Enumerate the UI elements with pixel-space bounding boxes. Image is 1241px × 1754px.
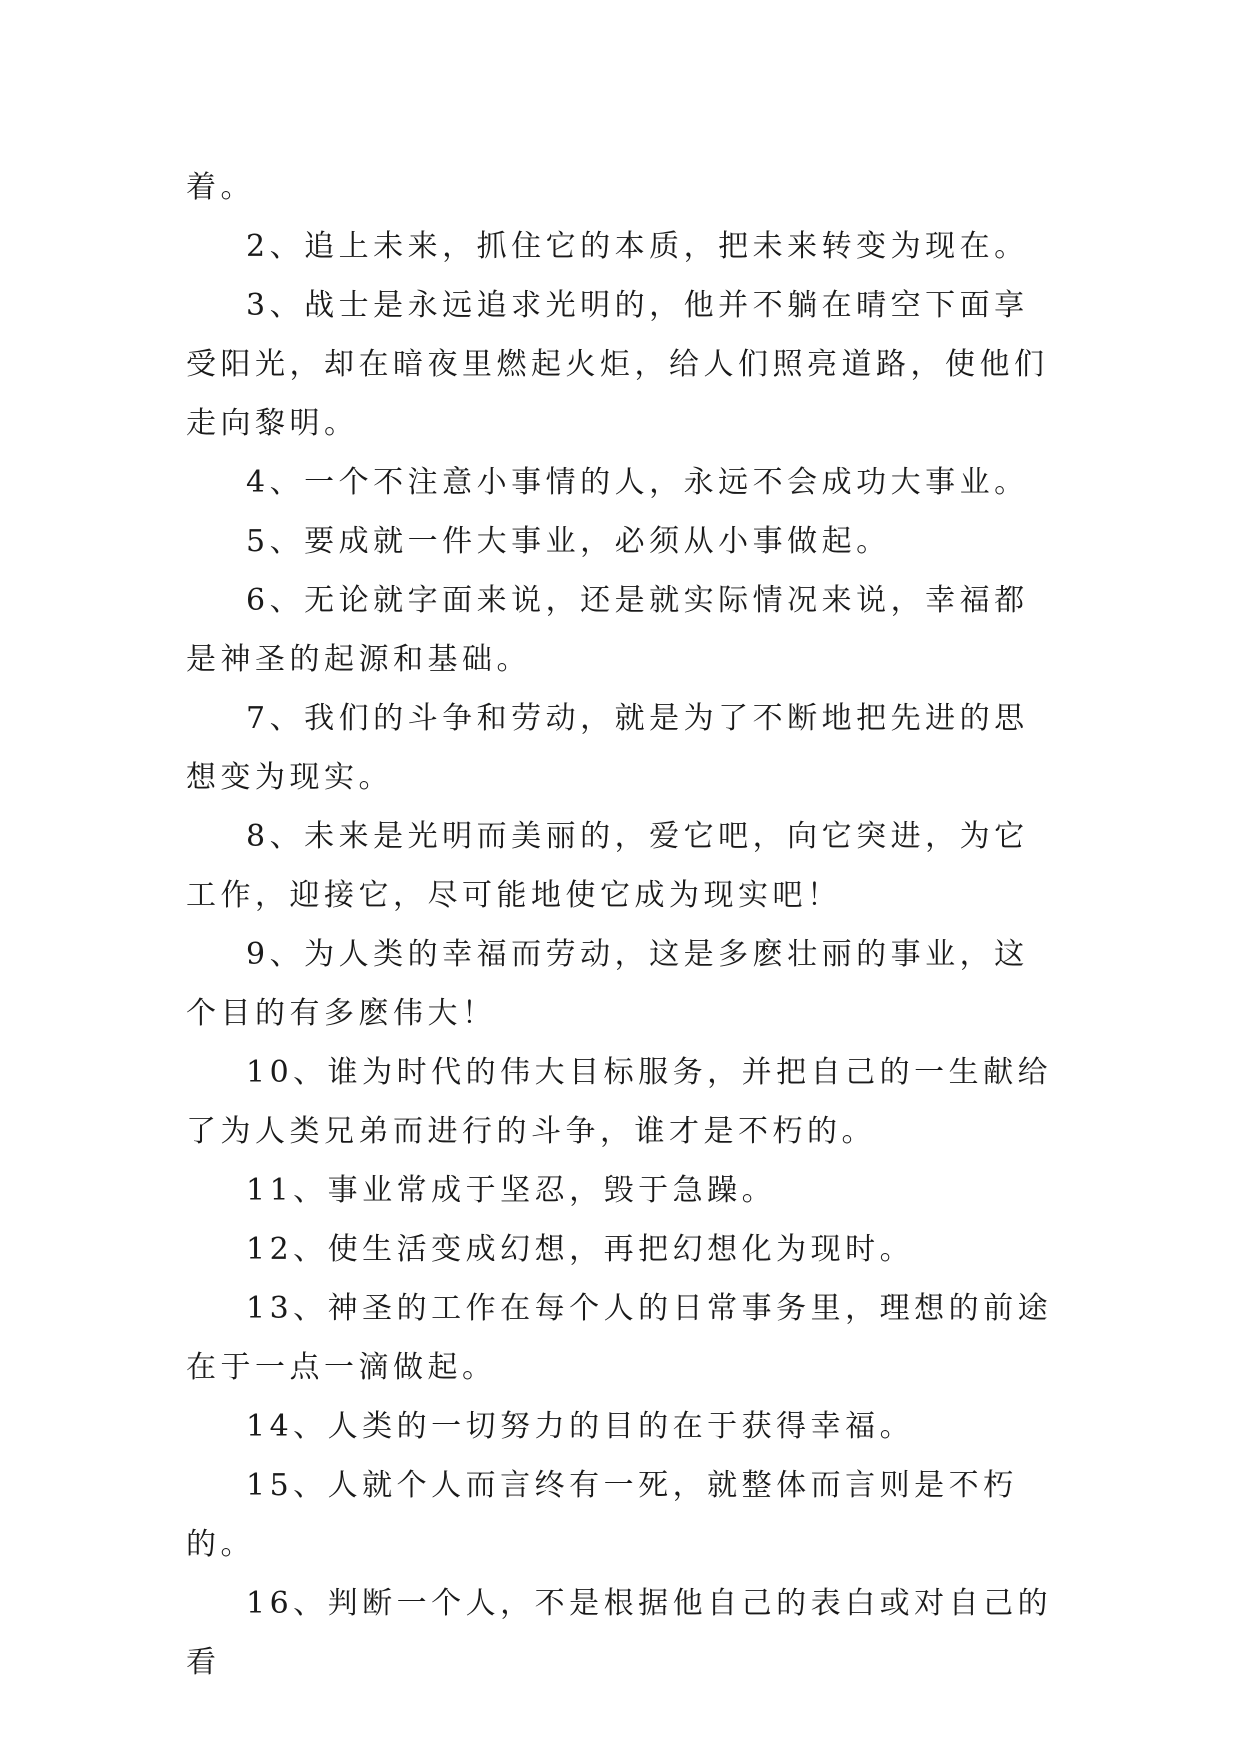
quote-8: 8、未来是光明而美丽的，爱它吧，向它突进，为它工作，迎接它，尽可能地使它成为现实吧！ xyxy=(186,819,1029,913)
document-body xyxy=(186,158,1056,1692)
quote-16: 16、判断一个人，不是根据他自己的表白或对自己的看 xyxy=(186,1586,1053,1680)
quote-13: 13、神圣的工作在每个人的日常事务里，理想的前途在于一点一滴做起。 xyxy=(186,1291,1053,1385)
quote-11: 11、事业常成于坚忍，毁于急躁。 xyxy=(246,1173,777,1208)
quote-10: 10、谁为时代的伟大目标服务，并把自己的一生献给了为人类兄弟而进行的斗争，谁才是不朽的。 xyxy=(186,1055,1053,1149)
quote-6: 6、无论就字面来说，还是就实际情况来说，幸福都是神圣的起源和基础。 xyxy=(186,583,1029,677)
quote-3: 3、战士是永远追求光明的，他并不躺在晴空下面享受阳光，却在暗夜里燃起火炬，给人们照亮道路，使他们走向黎明。 xyxy=(186,288,1049,441)
quote-9: 9、为人类的幸福而劳动，这是多麽壮丽的事业，这个目的有多麽伟大！ xyxy=(186,937,1029,1031)
quote-2: 2、追上未来，抓住它的本质，把未来转变为现在。 xyxy=(246,229,1029,264)
quote-5: 5、要成就一件大事业，必须从小事做起。 xyxy=(246,524,891,559)
quote-14: 14、人类的一切努力的目的在于获得幸福。 xyxy=(246,1409,915,1444)
paragraph-continuation: 着。 xyxy=(186,170,255,205)
quote-15: 15、人就个人而言终有一死，就整体而言则是不朽的。 xyxy=(186,1468,1018,1562)
quote-4: 4、一个不注意小事情的人，永远不会成功大事业。 xyxy=(246,465,1029,500)
quote-7: 7、我们的斗争和劳动，就是为了不断地把先进的思想变为现实。 xyxy=(186,701,1029,795)
quote-12: 12、使生活变成幻想，再把幻想化为现时。 xyxy=(246,1232,915,1267)
